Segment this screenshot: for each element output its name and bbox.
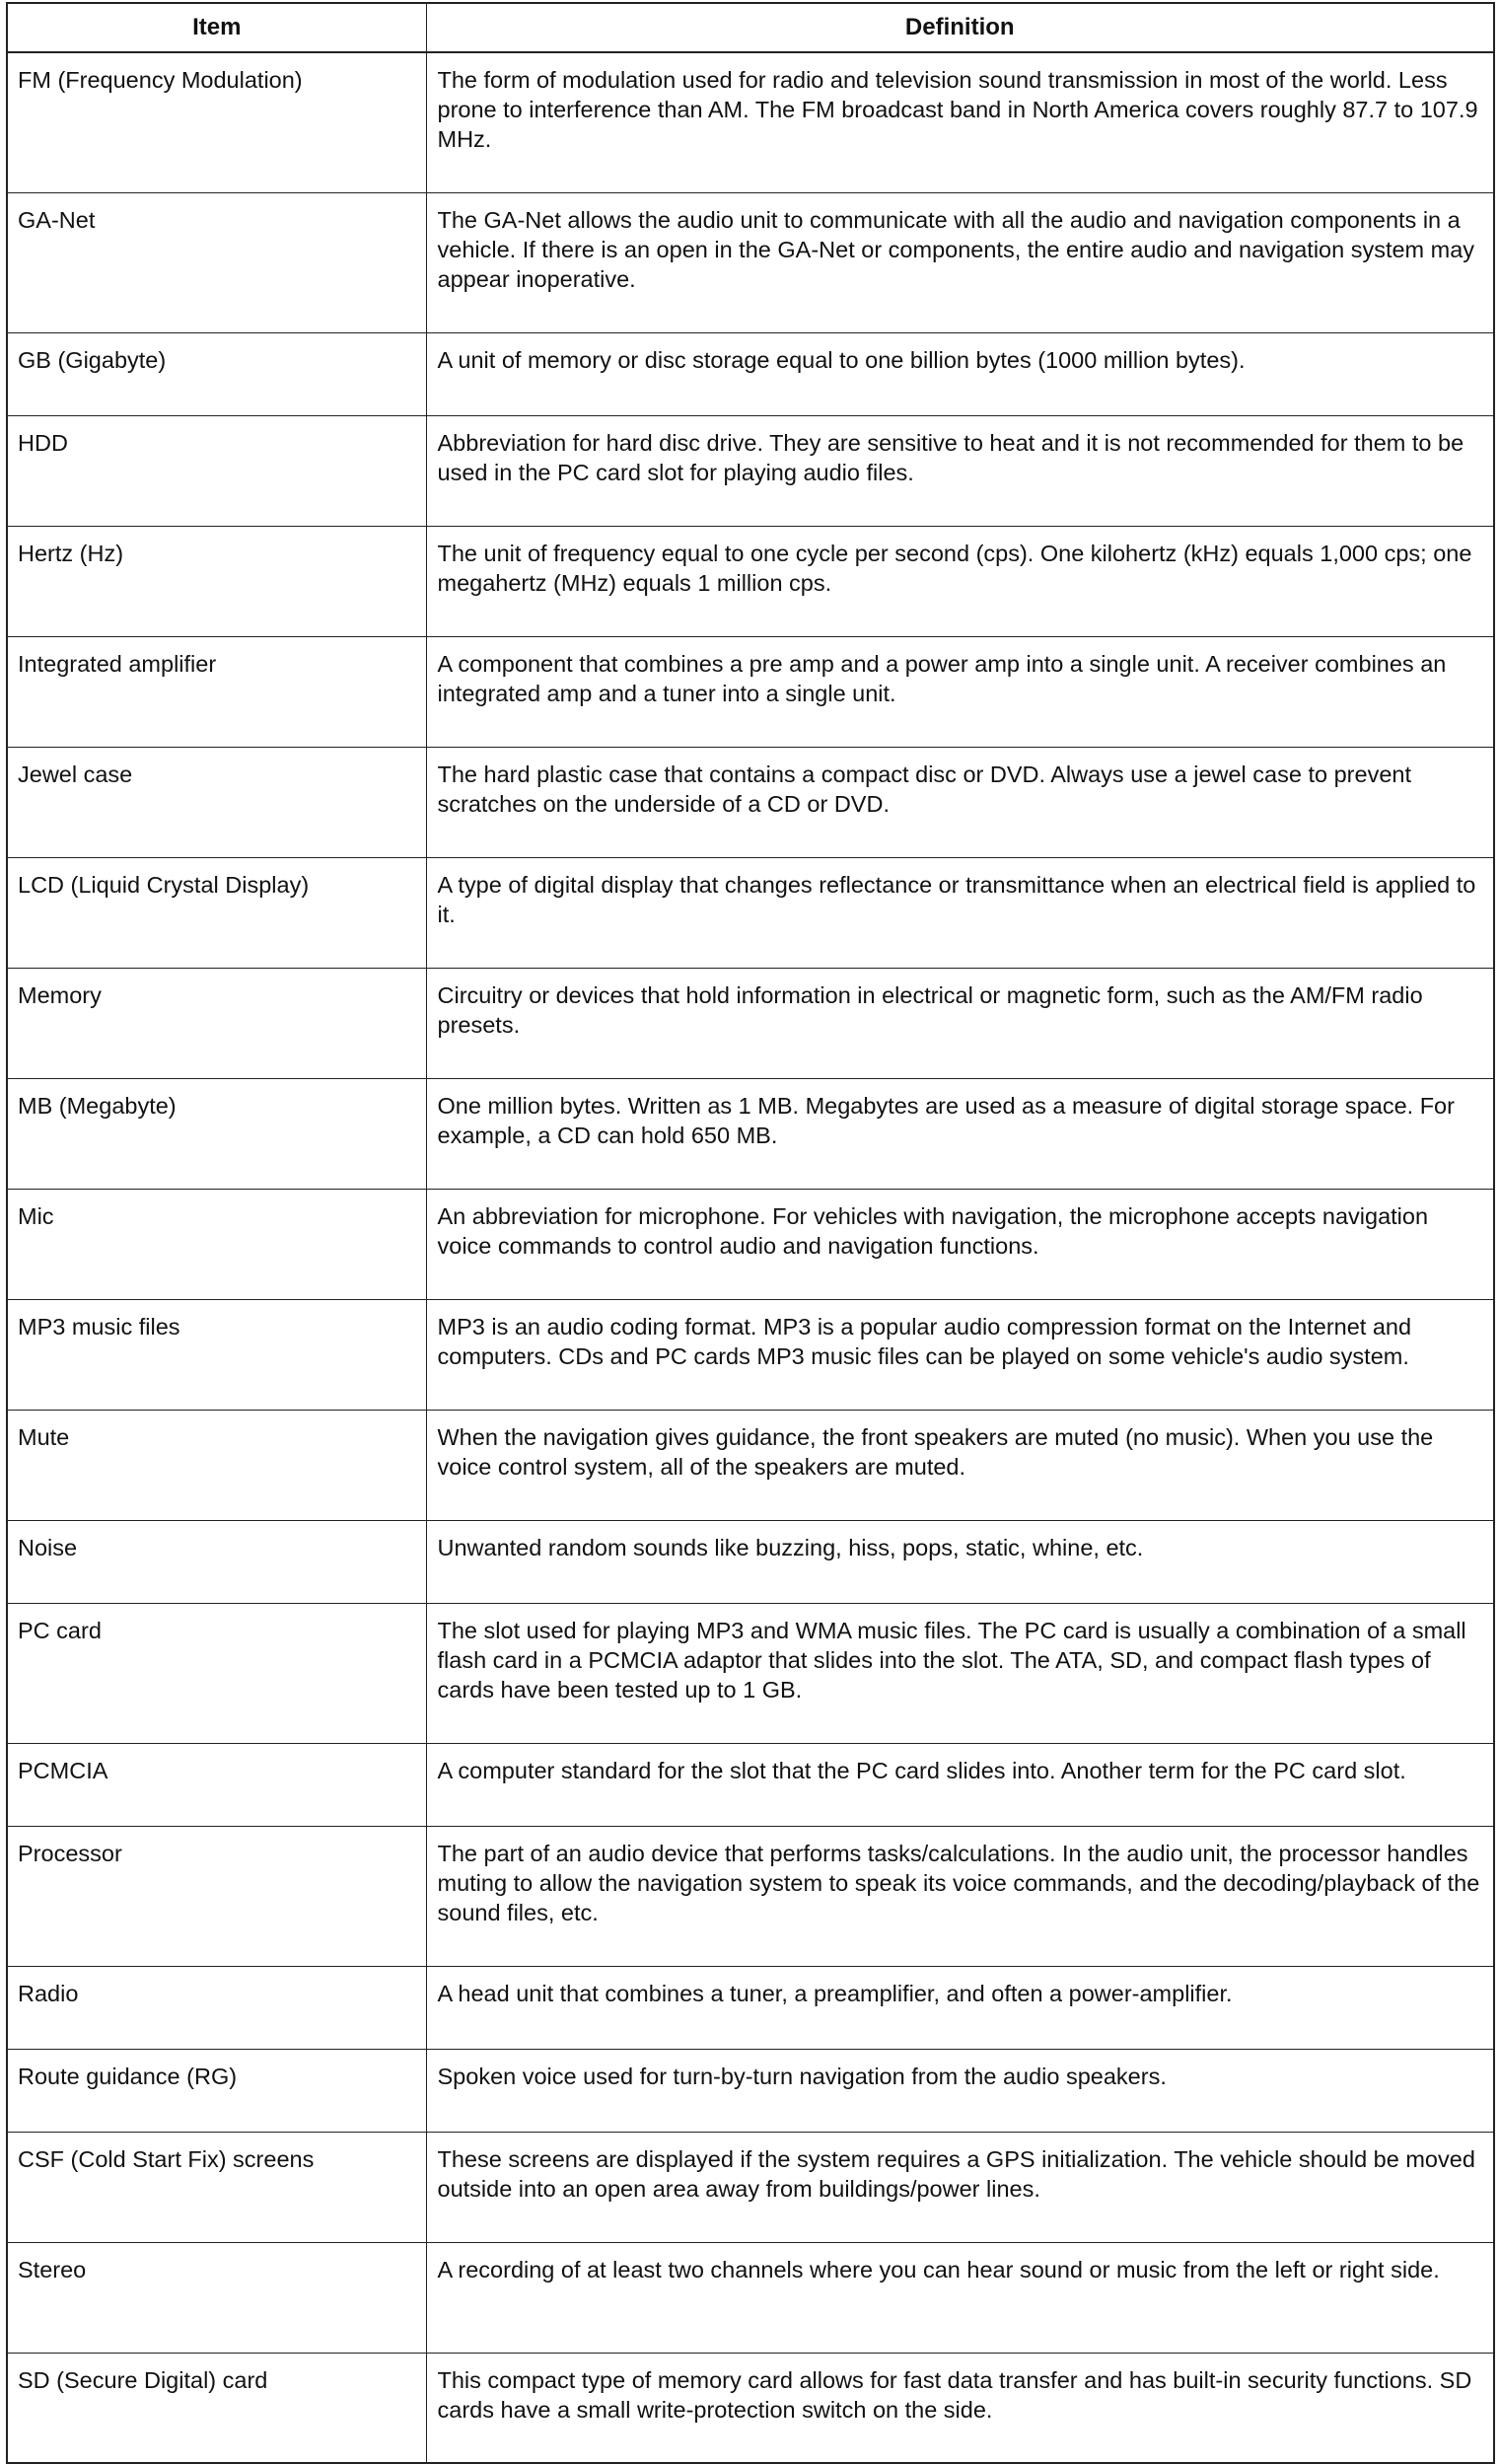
definition-cell: A recording of at least two channels where you can hear sound or music from the left or right side. [426, 2242, 1494, 2353]
item-cell: HDD [7, 415, 426, 526]
definition-cell: Circuitry or devices that hold information in electrical or magnetic form, such as the AM/FM radio presets. [426, 968, 1494, 1078]
definition-cell: One million bytes. Written as 1 MB. Megabytes are used as a measure of digital storage space. For example, a CD can hold 650 MB. [426, 1078, 1494, 1189]
definition-cell: Unwanted random sounds like buzzing, hiss, pops, static, whine, etc. [426, 1520, 1494, 1603]
table-row [7, 2132, 1494, 2242]
column-header-definition: Definition [426, 3, 1494, 52]
table-row [7, 1826, 1494, 1966]
definition-cell: This compact type of memory card allows for fast data transfer and has built-in security functions. SD cards have a small write-protection switch on the side. [426, 2353, 1494, 2463]
table-row [7, 1189, 1494, 1299]
table-row [7, 2353, 1494, 2463]
header-row [7, 3, 1494, 52]
table-row [7, 52, 1494, 192]
definition-cell: These screens are displayed if the system requires a GPS initialization. The vehicle should be moved outside into an open area away from buildings/power lines. [426, 2132, 1494, 2242]
table-row [7, 1603, 1494, 1743]
definition-cell: The hard plastic case that contains a compact disc or DVD. Always use a jewel case to prevent scratches on the underside of a CD or DVD. [426, 747, 1494, 857]
table-row [7, 1966, 1494, 2049]
item-cell: GA-Net [7, 192, 426, 332]
column-header-item: Item [7, 3, 426, 52]
definition-cell: The unit of frequency equal to one cycle per second (cps). One kilohertz (kHz) equals 1,000 cps; one megahertz (MHz) equals 1 million cps. [426, 526, 1494, 636]
table-row [7, 1299, 1494, 1410]
item-cell: Memory [7, 968, 426, 1078]
item-cell: Stereo [7, 2242, 426, 2353]
definition-cell: The part of an audio device that performs tasks/calculations. In the audio unit, the processor handles muting to allow the navigation system to speak its voice commands, and the decoding/playback of the sound files, etc. [426, 1826, 1494, 1966]
table-row [7, 192, 1494, 332]
definition-cell: A type of digital display that changes reflectance or transmittance when an electrical field is applied to it. [426, 857, 1494, 968]
definition-cell: The slot used for playing MP3 and WMA music files. The PC card is usually a combination of a small flash card in a PCMCIA adaptor that slides into the slot. The ATA, SD, and compact flash types of cards have been tested up to 1 GB. [426, 1603, 1494, 1743]
definition-cell: The form of modulation used for radio and television sound transmission in most of the world. Less prone to interference than AM. The FM broadcast band in North America covers roughly 87.7 to 107.9 MHz. [426, 52, 1494, 192]
definition-cell: A component that combines a pre amp and a power amp into a single unit. A receiver combines an integrated amp and a tuner into a single unit. [426, 636, 1494, 747]
definition-cell: When the navigation gives guidance, the front speakers are muted (no music). When you use the voice control system, all of the speakers are muted. [426, 1410, 1494, 1520]
table-row [7, 1520, 1494, 1603]
item-cell: Mute [7, 1410, 426, 1520]
item-cell: Hertz (Hz) [7, 526, 426, 636]
table-row [7, 1743, 1494, 1826]
definition-cell: A computer standard for the slot that the PC card slides into. Another term for the PC card slot. [426, 1743, 1494, 1826]
item-cell: PC card [7, 1603, 426, 1743]
glossary-body [7, 52, 1494, 2463]
table-row [7, 2242, 1494, 2353]
table-row [7, 857, 1494, 968]
definition-cell: MP3 is an audio coding format. MP3 is a popular audio compression format on the Internet and computers. CDs and PC cards MP3 music files can be played on some vehicle's audio system. [426, 1299, 1494, 1410]
item-cell: PCMCIA [7, 1743, 426, 1826]
definition-cell: Spoken voice used for turn-by-turn navigation from the audio speakers. [426, 2049, 1494, 2132]
table-row [7, 968, 1494, 1078]
table-row [7, 2049, 1494, 2132]
glossary-table [6, 2, 1495, 2464]
definition-cell: An abbreviation for microphone. For vehicles with navigation, the microphone accepts navigation voice commands to control audio and navigation functions. [426, 1189, 1494, 1299]
table-row [7, 636, 1494, 747]
table-row [7, 747, 1494, 857]
definition-cell: Abbreviation for hard disc drive. They are sensitive to heat and it is not recommended for them to be used in the PC card slot for playing audio files. [426, 415, 1494, 526]
item-cell: Processor [7, 1826, 426, 1966]
table-row [7, 332, 1494, 415]
table-row [7, 526, 1494, 636]
definition-cell: The GA-Net allows the audio unit to communicate with all the audio and navigation components in a vehicle. If there is an open in the GA-Net or components, the entire audio and navigation system may appear inoperative. [426, 192, 1494, 332]
item-cell: Jewel case [7, 747, 426, 857]
item-cell: GB (Gigabyte) [7, 332, 426, 415]
item-cell: Route guidance (RG) [7, 2049, 426, 2132]
item-cell: LCD (Liquid Crystal Display) [7, 857, 426, 968]
definition-cell: A head unit that combines a tuner, a preamplifier, and often a power-amplifier. [426, 1966, 1494, 2049]
definition-cell: A unit of memory or disc storage equal to one billion bytes (1000 million bytes). [426, 332, 1494, 415]
item-cell: Radio [7, 1966, 426, 2049]
table-row [7, 415, 1494, 526]
item-cell: Noise [7, 1520, 426, 1603]
item-cell: Mic [7, 1189, 426, 1299]
item-cell: MB (Megabyte) [7, 1078, 426, 1189]
item-cell: MP3 music files [7, 1299, 426, 1410]
table-row [7, 1410, 1494, 1520]
table-row [7, 1078, 1494, 1189]
item-cell: SD (Secure Digital) card [7, 2353, 426, 2463]
item-cell: FM (Frequency Modulation) [7, 52, 426, 192]
item-cell: Integrated amplifier [7, 636, 426, 747]
item-cell: CSF (Cold Start Fix) screens [7, 2132, 426, 2242]
